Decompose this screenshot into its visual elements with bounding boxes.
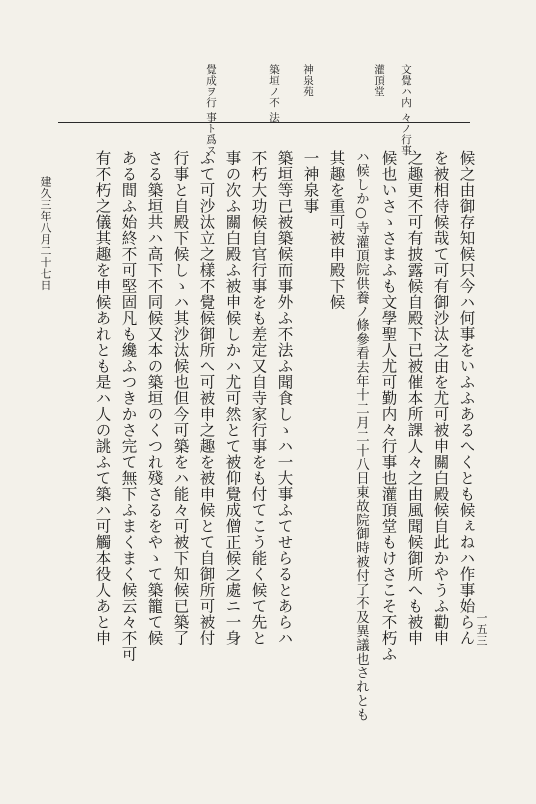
running-date: 建久三年八月二十七日: [39, 176, 52, 291]
text-line: 不朽大功候自官行事をも差定又自寺家行事をも付てこう能く候て先と: [249, 150, 268, 646]
text-line: 有不朽之儀其趣を申候あれとも是ハ人の誂ふて築ハ可觸本役人あと申: [93, 150, 112, 646]
text-line: ハ候しか○寺灌頂院供養ノ條參看去年十二月二十八日東故院御時被付了不及異議也されとも: [353, 150, 369, 722]
text-line: 築垣等已被築候而事外ふ不法ふ聞食しゝハ一大事ふてせらるとあらハ: [275, 150, 294, 646]
header-rule: [58, 122, 470, 123]
headnote: 神泉苑: [302, 64, 315, 97]
headnote: 覺成ヲ行 事ト爲ス: [205, 64, 218, 156]
text-line: を被相待候哉て可有御沙汰之由を尤可被申關白殿候自此かやうふ勸申: [431, 150, 450, 646]
page-number: 一五三: [475, 612, 488, 647]
text-line: 候之由御存知候只今ハ何事をいふふあるへくとも候ぇねハ作事始らん: [457, 150, 476, 646]
text-line: さる築垣共ハ高下不同候又本の築垣のくつれ殘さるをやゝて築籠て候: [145, 150, 164, 646]
text-line: 之趣更不可有披露候自殿下已被催本所課人々之由風聞候御所へも被申: [405, 150, 424, 646]
text-line: 其趣を重可被申殿下候: [327, 150, 346, 310]
text-line: 行事と自殿下候しゝハ其沙汰候也但今可築をハ能々可被下知候已築了: [171, 150, 190, 646]
headnote: 灌頂堂: [373, 64, 386, 97]
text-line: ふて可沙汰立之樣不覺候御所へ可被申之趣を被申候とて自御所可被付: [197, 150, 216, 646]
section-heading: 一神泉事: [301, 150, 320, 214]
text-line: 候也いさゝさまふも文學聖人尤可勤内々行事也灌頂堂もけさこそ不朽ふ: [379, 150, 398, 662]
headnote: 築垣ノ不 法: [268, 64, 281, 123]
text-line: 事の次ふ關白殿ふ被申候しかハ尤可然とて被仰覺成僧正候之處ニ一身: [223, 150, 242, 646]
headnote: 文覺ハ内 々ノ行事: [400, 64, 413, 156]
text-line: ある間ふ始終不可堅固凡も纔ふつきかさ完て無下ふまくまく候云々不可: [119, 150, 138, 662]
